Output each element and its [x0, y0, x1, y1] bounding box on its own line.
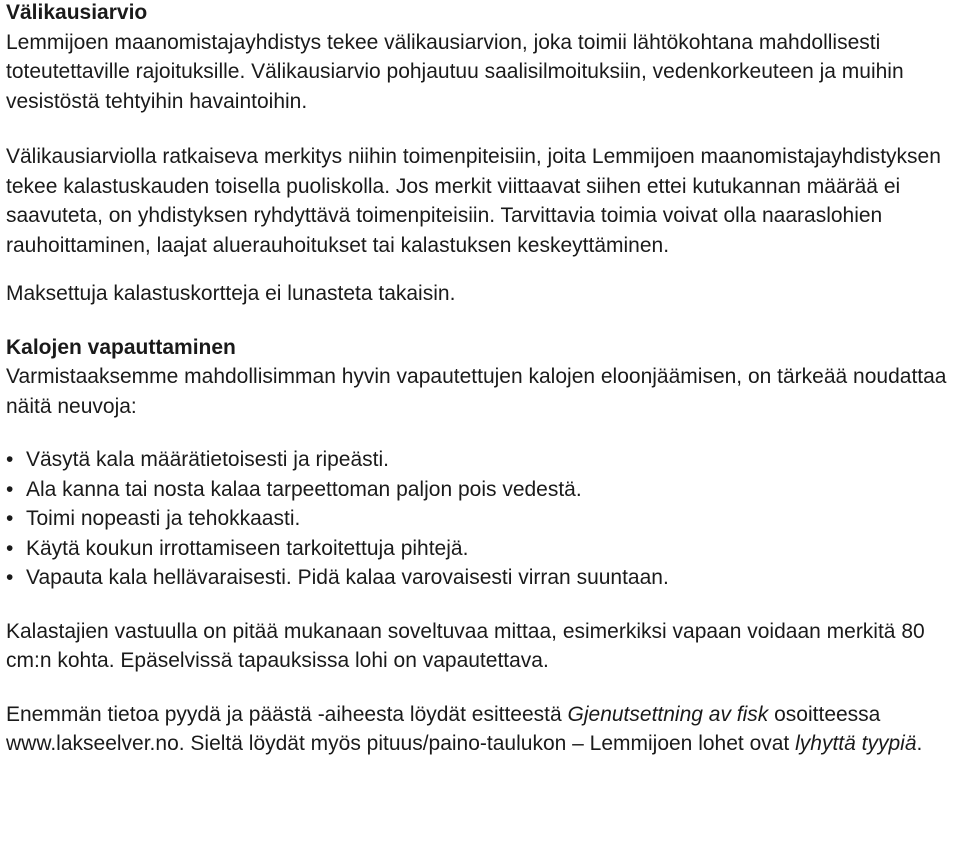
list-item: • Ala kanna tai nosta kalaa tarpeettoman paljon pois vedestä. — [6, 475, 956, 505]
heading-kalojen-vapauttaminen: Kalojen vapauttaminen — [6, 335, 236, 359]
brochure-title: Gjenutsettning av fisk — [567, 702, 769, 726]
paragraph-valikausiarvio-measures: Välikausiarviolla ratkaiseva merkitys niihin toimenpiteisiin, joita Lemmijoen maanomistajayhdistyksen tekee kalastuskauden toisella puoliskolla. Jos merkit viittaavat siihen ettei kutukannan määrää ei saavuteta, on yhdistyksen ryhdyttävä toimenpiteisiin. Tarvittavia toimia voivat olla naaraslohien rauhoittaminen, laajat aluerauhoitukset tai kalastuksen keskeyttäminen. — [6, 145, 941, 257]
document-page — [6, 0, 956, 759]
bullet-icon: • — [6, 448, 14, 471]
bullet-icon: • — [6, 536, 14, 560]
bullet-icon: • — [6, 507, 14, 530]
list-item: • Väsytä kala määrätietoisesti ja ripeästi. — [6, 445, 956, 475]
bullet-icon: • — [6, 477, 14, 501]
paragraph-fishing-cards: Maksettuja kalastuskortteja ei lunasteta takaisin. — [6, 282, 456, 305]
bullet-icon: • — [6, 566, 14, 589]
release-advice-list — [6, 445, 956, 593]
paragraph-more-info: Enemmän tietoa pyydä ja päästä -aiheesta löydät esitteestä Gjenutsettning av fisk osoitteessa www.lakseelver.no. Sieltä löydät myös pituus/paino-taulukon – Lemmijoen lohet ovat lyhyttä tyypiä. — [6, 702, 923, 755]
list-item: • Käytä koukun irrottamiseen tarkoitettuja pihtejä. — [6, 534, 956, 564]
heading-valikausiarvio: Välikausiarvio — [6, 1, 148, 24]
list-item: • Vapauta kala hellävaraisesti. Pidä kalaa varovaisesti virran suuntaan. — [6, 563, 956, 593]
paragraph-release-intro: Varmistaaksemme mahdollisimman hyvin vapautettujen kalojen eloonjäämisen, on tärkeää noudattaa näitä neuvoja: — [6, 365, 947, 418]
paragraph-valikausiarvio-intro: Lemmijoen maanomistajayhdistys tekee välikausiarvion, joka toimii lähtökohtana mahdollisesti toteutettaville rajoituksille. Välikausiarvio pohjautuu saalisilmoituksiin, vedenkorkeuteen ja muihin vesistöstä tehtyihin havaintoihin. — [6, 30, 904, 113]
salmon-type: lyhyttä tyypiä — [795, 732, 917, 755]
paragraph-measure-responsibility: Kalastajien vastuulla on pitää mukanaan soveltuvaa mittaa, esimerkiksi vapaan voidaan merkitä 80 cm:n kohta. Epäselvissä tapauksissa lohi on vapautettava. — [6, 619, 925, 672]
list-item: • Toimi nopeasti ja tehokkaasti. — [6, 504, 956, 534]
